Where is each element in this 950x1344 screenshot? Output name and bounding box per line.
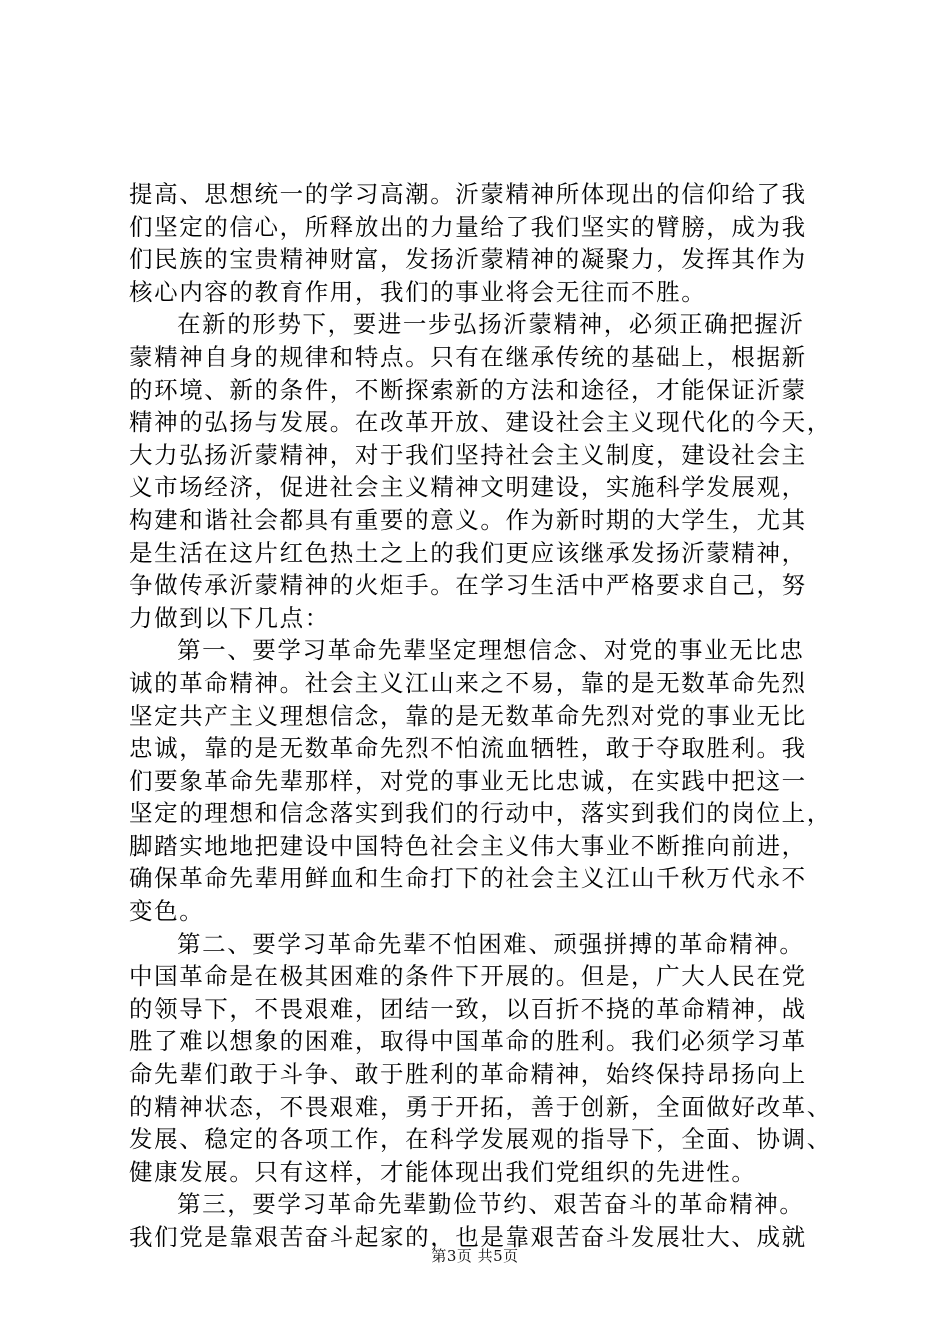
page-footer: 第3页 共5页 — [431, 1247, 519, 1265]
text-line: 诚的革命精神。社会主义江山来之不易，靠的是无数革命先烈 — [129, 668, 807, 697]
text-line: 构建和谐社会都具有重要的意义。作为新时期的大学生，尤其 — [129, 505, 807, 534]
text-line: 大力弘扬沂蒙精神，对于我们坚持社会主义制度，建设社会主 — [129, 440, 807, 469]
text-line: 精神的弘扬与发展。在改革开放、建设社会主义现代化的今天， — [129, 408, 832, 437]
text-line: 忠诚，靠的是无数革命先烈不怕流血牺牲，敢于夺取胜利。我 — [129, 734, 807, 763]
text-line: 变色。 — [129, 897, 205, 926]
text-line: 们要象革命先辈那样，对党的事业无比忠诚，在实践中把这一 — [129, 766, 807, 795]
text-line: 争做传承沂蒙精神的火炬手。在学习生活中严格要求自己，努 — [129, 571, 807, 600]
text-line: 发展、稳定的各项工作，在科学发展观的指导下，全面、协调、 — [129, 1125, 832, 1154]
text-line: 的环境、新的条件，不断探索新的方法和途径，才能保证沂蒙 — [129, 375, 807, 404]
text-line: 们民族的宝贵精神财富，发扬沂蒙精神的凝聚力，发挥其作为 — [129, 245, 807, 274]
text-line: 健康发展。只有这样，才能体现出我们党组织的先进性。 — [129, 1157, 757, 1186]
text-line: 提高、思想统一的学习高潮。沂蒙精神所体现出的信仰给了我 — [129, 180, 807, 208]
text-line: 在新的形势下，要进一步弘扬沂蒙精神，必须正确把握沂 — [177, 310, 805, 339]
text-line: 蒙精神自身的规律和特点。只有在继承传统的基础上，根据新 — [129, 342, 807, 371]
text-line: 的精神状态，不畏艰难，勇于开拓，善于创新，全面做好改革、 — [129, 1092, 832, 1121]
text-line: 坚定的理想和信念落实到我们的行动中，落实到我们的岗位上， — [129, 799, 832, 828]
text-line: 脚踏实地地把建设中国特色社会主义伟大事业不断推向前进， — [129, 831, 807, 860]
body-text — [129, 178, 832, 1254]
text-line: 第一、要学习革命先辈坚定理想信念、对党的事业无比忠 — [177, 636, 805, 665]
text-line: 胜了难以想象的困难，取得中国革命的胜利。我们必须学习革 — [129, 1027, 807, 1056]
text-line: 的领导下，不畏艰难，团结一致，以百折不挠的革命精神，战 — [129, 994, 807, 1023]
text-line: 坚定共产主义理想信念，靠的是无数革命先烈对党的事业无比 — [129, 701, 807, 730]
text-line: 力做到以下几点： — [129, 603, 330, 632]
text-line: 义市场经济，促进社会主义精神文明建设，实施科学发展观， — [129, 473, 807, 502]
text-line: 是生活在这片红色热土之上的我们更应该继承发扬沂蒙精神， — [129, 538, 807, 567]
text-line: 核心内容的教育作用，我们的事业将会无往而不胜。 — [129, 277, 707, 306]
text-line: 第三，要学习革命先辈勤俭节约、艰苦奋斗的革命精神。 — [177, 1190, 805, 1219]
text-line: 我们党是靠艰苦奋斗起家的，也是靠艰苦奋斗发展壮大、成就 — [129, 1223, 807, 1251]
text-line: 命先辈们敢于斗争、敢于胜利的革命精神，始终保持昂扬向上 — [129, 1060, 807, 1089]
text-line: 们坚定的信心，所释放出的力量给了我们坚实的臂膀，成为我 — [129, 212, 807, 241]
text-line: 中国革命是在极其困难的条件下开展的。但是，广大人民在党 — [129, 962, 807, 991]
text-line: 第二、要学习革命先辈不怕困难、顽强拼搏的革命精神。 — [177, 929, 805, 958]
text-line: 确保革命先辈用鲜血和生命打下的社会主义江山千秋万代永不 — [129, 864, 807, 893]
